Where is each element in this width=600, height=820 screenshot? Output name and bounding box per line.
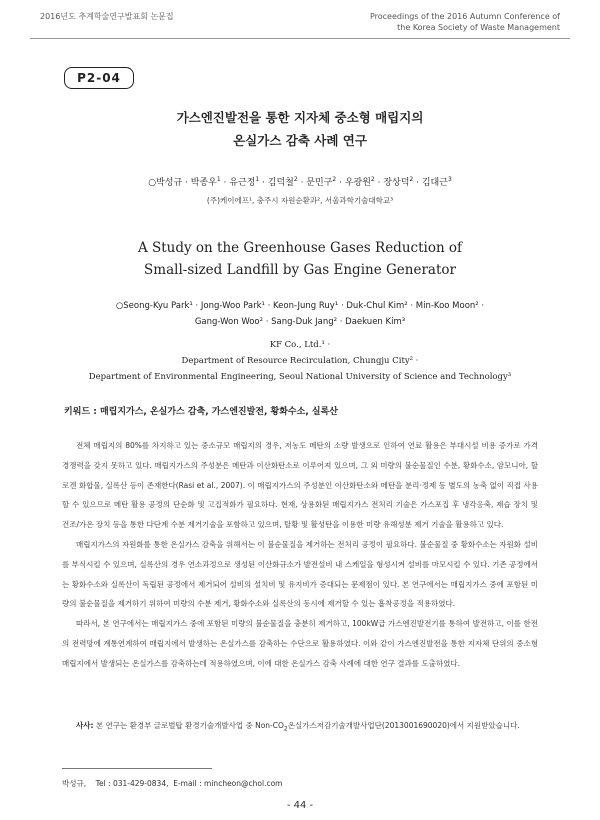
acknowledgement-text-b: 온실가스저감기술개발사업단(2013001690020)에서 지원받았습니다. [287, 721, 520, 730]
abstract-body [62, 436, 538, 674]
korean-author-affiliation-mark: 1 [255, 176, 260, 183]
english-affiliation-line2: Department of Resource Recirculation, Chungju City² · [181, 356, 419, 366]
acknowledgement-subscript: 2 [283, 725, 288, 733]
running-header-right [370, 11, 560, 33]
page-number: - 44 - [286, 800, 314, 811]
footnote-contact: 박성규, Tel : 031-429-0834, E-mail : mincheon@chol.com [62, 779, 283, 788]
korean-author-name: ○박성규 [148, 178, 183, 188]
english-affiliation-line3: Department of Environmental Engineering, Seoul National University of Science and Technology³ [88, 372, 512, 382]
english-authors-line2: Gang-Won Woo² · Sang-Duk Jang² · Daekuen Kim³ [194, 317, 406, 327]
running-header-left: 2016년도 추계학술연구발표회 논문집 [40, 12, 174, 21]
korean-author-name: 문민구 [306, 178, 333, 188]
acknowledgement-text-a: 본 연구는 환경부 글로벌탑 환경기술개발사업 중 Non-CO [93, 721, 284, 730]
korean-author-affiliation-mark: 2 [293, 176, 298, 183]
english-affiliation-line1: KF Co., Ltd.¹ · [269, 340, 331, 350]
body-paragraph-1: 전체 매립지의 80%를 차지하고 있는 중소규모 매립지의 경우, 저농도 메탄의 소량 발생으로 인하여 연료 활용은 부대시설 비용 증가로 가격 경쟁력을 갖지 못하고 있다. 매립지가스의 주성분은 메탄과 이산화탄소로 이루어져 있으며, 그 외 미량의 불순물질인 수분, 황화수소, 암모니아, 할로겐 화합물, 실록산 등이 존재한다(Rasi et al., 2007). 이 매립지가스의 주성분인 이산화탄소와 메탄을 분리·정제 등 별도의 농축 없이 직접 사용할 수 있으므로 메탄 활용 공정의 단순화 및 고집적화가 필요하다. 현재, 상용화된 매립지가스 전처리 기술은 가스포집 후 냉각응축, 제습 장치 및 건조/가온 장치 등을 통한 다단계 수분 제거기술을 포함하고 있으며, 탈황 및 활성탄을 이용한 미량 유해성분 제거 기술을 활용하고 있다. [62, 441, 538, 530]
korean-authors: ○박성규 · 박종우$^1$ · 유근정$^1$ · 김덕철$^2$ · 문민구$^2$ · 우광원$^2$ · 장상덕$^2$ · 김대근$^3$ [148, 176, 452, 188]
korean-author-name: 우광원 [344, 178, 371, 188]
korean-affiliations: (주)케이에프¹, 충주시 자원순환과², 서울과학기술대학교³ [206, 196, 394, 205]
korean-author-affiliation-mark: 2 [409, 176, 414, 183]
korean-author-name: 유근정 [229, 178, 256, 188]
english-title-line2: Small-sized Landfill by Gas Engine Generator [144, 262, 456, 278]
korean-author-affiliation-mark: 1 [216, 176, 221, 183]
korean-title-line1: 가스엔진발전을 통한 지자체 중소형 매립지의 [176, 110, 424, 125]
acknowledgement [62, 716, 538, 735]
korean-author-name: 김덕철 [267, 178, 294, 188]
korean-author-name: 박종우 [190, 178, 217, 188]
footnote-rule [62, 768, 212, 769]
english-authors-line1: ○Seong-Kyu Park¹ · Jong-Woo Park¹ · Keon-Jung Ruy¹ · Duk-Chul Kim² · Min-Koo Moon² · [115, 301, 485, 311]
korean-author-affiliation-mark: 2 [370, 176, 375, 183]
acknowledgement-label: 사사: [76, 721, 94, 730]
body-paragraph-3: 따라서, 본 연구에서는 매립지가스 중에 포함된 미량의 불순물질을 충분히 제거하고, 100kW급 가스엔진발전기를 통하여 발전하고, 이를 한전의 전력망에 계통연계하여 매립지에서 발생하는 온실가스를 감축하는 수단으로 활용하였다. 이와 같이 가스엔진발전을 통한 지자체 단위의 중소형 매립지에서 발생되는 온실가스를 감축하는데 적용하였으며, 이에 대한 온실가스 감축 사례에 대한 연구 결과를 도출하였다. [62, 619, 538, 668]
korean-title-line2: 온실가스 감축 사례 연구 [233, 133, 367, 148]
body-paragraph-2: 매립지가스의 자원화를 통한 온실가스 감축을 위해서는 이 불순물질을 제거하는 전처리 공정이 필요하다. 불순물질 중 황화수소는 자원화 설비를 부식시킬 수 있으며, 실록산의 경우 연소과정으로 생성된 이산화규소가 발전설비 내 스케일을 형성시켜 설비를 마모시킬 수 있다. 기존 공정에서는 황화수소와 실록산이 독립된 공정에서 제거되어 설비의 설치비 및 유지비가 증대되는 문제점이 있다. 본 연구에서는 매립지가스 중에 포함된 미량의 불순물질을 제거하기 위하여 미량의 수분 제거, 황화수소와 실록산의 동시에 제거할 수 있는 흡착공정을 적용하였다. [62, 539, 538, 609]
korean-author-name: 김대근 [421, 178, 448, 188]
keywords: 키워드 : 매립지가스, 온실가스 감축, 가스엔진발전, 황화수소, 실록산 [64, 407, 338, 417]
korean-author-name: 장상덕 [383, 178, 410, 188]
running-header-right-line1: Proceedings of the 2016 Autumn Conference of [369, 12, 560, 21]
english-title-line1: A Study on the Greenhouse Gases Reduction of [137, 240, 463, 256]
paper-code-badge: P2-04 [64, 67, 134, 89]
korean-author-affiliation-mark: 3 [447, 176, 452, 183]
running-header-right-line2: the Korea Society of Waste Management [397, 23, 560, 32]
header-rule [30, 38, 570, 39]
korean-author-affiliation-mark: 2 [332, 176, 337, 183]
